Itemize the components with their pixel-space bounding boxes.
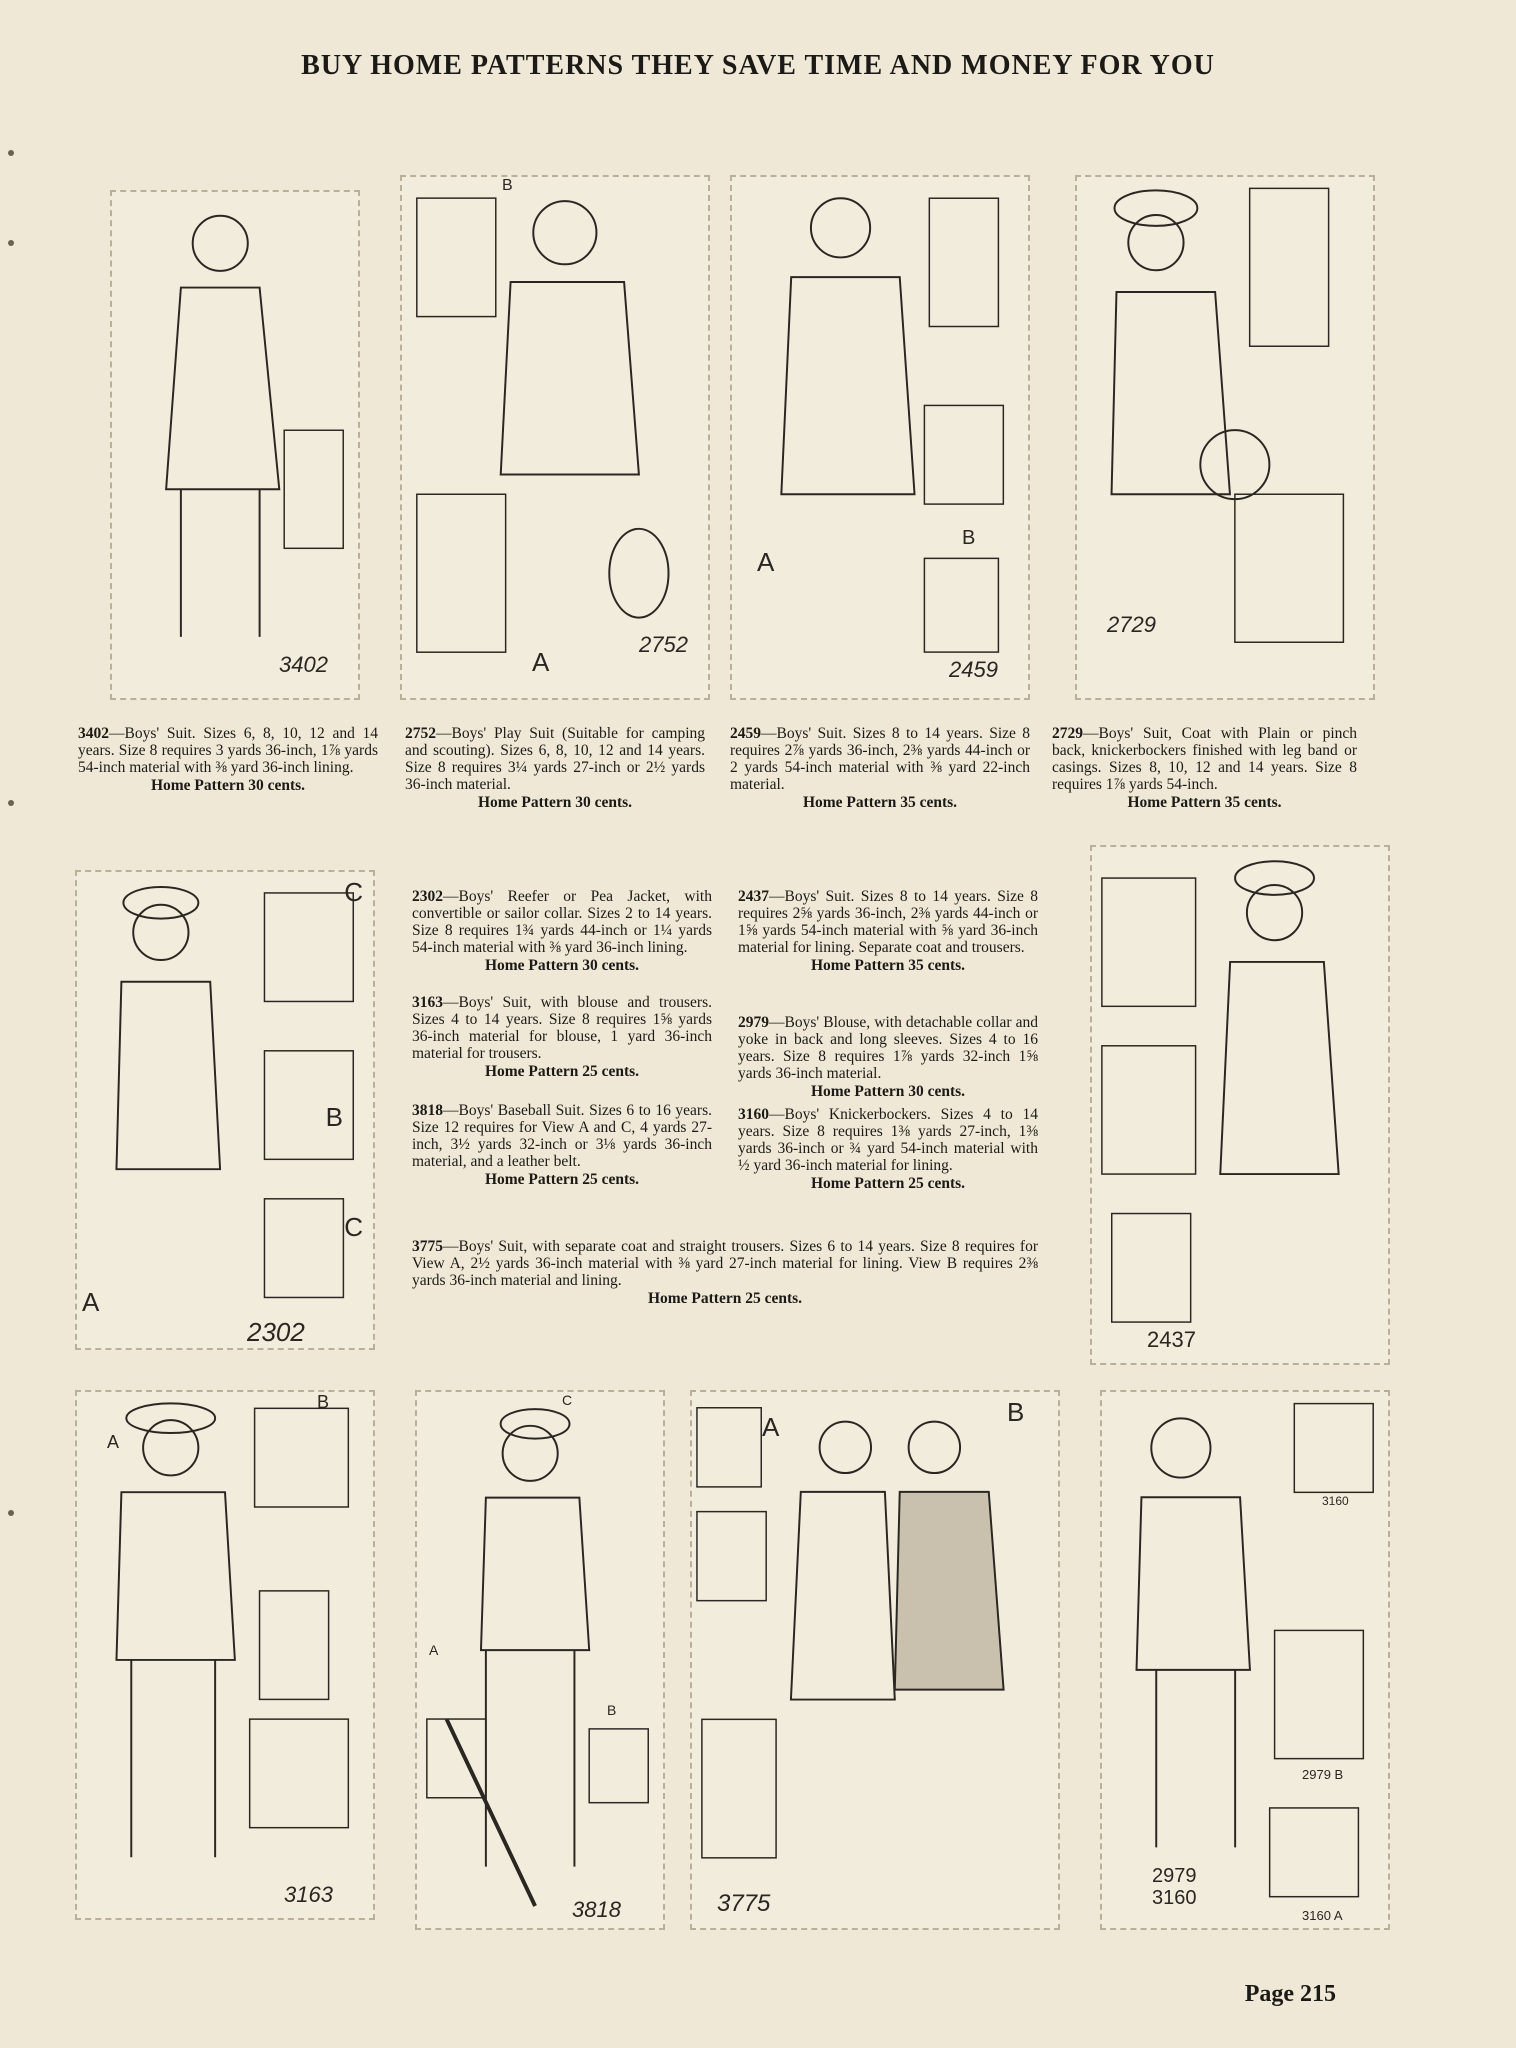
- illustration-2302: [75, 870, 375, 1350]
- description-2459: 2459—Boys' Suit. Sizes 8 to 14 years. Size 8 requires 2⅞ yards 36-inch, 2⅜ yards 44-inch or 2 yards 54-inch material with ⅜ yard 22-inch material. Home Pattern 35 cents.: [730, 725, 1030, 811]
- description-2752: 2752—Boys' Play Suit (Suitable for camping and scouting). Sizes 6, 8, 10, 12 and 14 years. Size 8 requires 3¼ yards 27-inch or 2½ yards 36-inch material. Home Pattern 30 cents.: [405, 725, 705, 811]
- figure-number: 2459: [949, 657, 998, 682]
- figure-number: 2752: [639, 632, 688, 657]
- figure-number: 3160: [1152, 1887, 1197, 1909]
- margin-dot: [8, 1510, 14, 1516]
- illustration-3402: [110, 190, 360, 700]
- boy-play-suit-drawing: [402, 177, 708, 698]
- illustration-2979-3160: [1100, 1390, 1390, 1930]
- view-letter: A: [762, 1412, 780, 1442]
- description-3163: 3163—Boys' Suit, with blouse and trousers. Sizes 4 to 14 years. Size 8 requires 1⅝ yards 36-inch material for blouse, 1 yard 36-inch material for trousers. Home Pattern 25 cents.: [412, 994, 712, 1080]
- figure-number: 2729: [1107, 612, 1156, 637]
- figure-number: 3163: [284, 1882, 333, 1907]
- margin-dot: [8, 800, 14, 806]
- illustration-3775: [690, 1390, 1060, 1930]
- illustration-2729: [1075, 175, 1375, 700]
- figure-label: 2979 B: [1302, 1767, 1344, 1782]
- figure-number: 2437: [1147, 1327, 1196, 1352]
- description-3160: 3160—Boys' Knickerbockers. Sizes 4 to 14 years. Size 8 requires 1⅜ yards 27-inch, 1⅜ yards 36-inch or ¾ yard 54-inch material with ½ yard 36-inch material for lining. Home Pattern 25 cents.: [738, 1106, 1038, 1192]
- figure-number: 2979: [1152, 1865, 1197, 1887]
- view-letter: A: [532, 647, 550, 677]
- page-header: BUY HOME PATTERNS THEY SAVE TIME AND MONEY FOR YOU: [301, 50, 1215, 81]
- description-3818: 3818—Boys' Baseball Suit. Sizes 6 to 16 years. Size 12 requires for View A and C, 4 yards 27-inch, 3½ yards 32-inch or 3⅛ yards 36-inch material, and a leather belt. Home Pattern 25 cents.: [412, 1102, 712, 1188]
- view-letter: B: [1007, 1397, 1025, 1427]
- view-letter: B: [325, 1102, 343, 1132]
- boy-suit-2437-drawing: [1092, 847, 1388, 1363]
- figure-number: 3402: [279, 652, 328, 677]
- view-letter: C: [344, 877, 363, 907]
- description-3402: 3402—Boys' Suit. Sizes 6, 8, 10, 12 and 14 years. Size 8 requires 3 yards 36-inch, 1⅞ yards 54-inch material with ⅜ yard 36-inch lining. Home Pattern 30 cents.: [78, 725, 378, 794]
- view-letter: B: [317, 1392, 330, 1412]
- view-letter: C: [562, 1392, 573, 1408]
- boy-baseball-suit-drawing: [417, 1392, 663, 1928]
- description-2729: 2729—Boys' Suit, Coat with Plain or pinch back, knickerbockers finished with leg band or casings. Sizes 8, 10, 12 and 14 years. Size 8 requires 1⅞ yards 54-inch. Home Pattern 35 cents.: [1052, 725, 1357, 811]
- illustration-2752: [400, 175, 710, 700]
- boy-suit-drawing: [112, 192, 358, 698]
- figure-label: 3160 A: [1302, 1908, 1343, 1923]
- boy-blouse-knickers-drawing: [1102, 1392, 1388, 1928]
- view-letter: A: [82, 1287, 100, 1317]
- illustration-2437: [1090, 845, 1390, 1365]
- view-letter: B: [607, 1702, 617, 1718]
- boys-suits-pair-drawing: [692, 1392, 1058, 1928]
- figure-number: 2302: [247, 1317, 305, 1347]
- illustration-3818: [415, 1390, 665, 1930]
- view-letter: A: [107, 1432, 120, 1452]
- illustration-3163: [75, 1390, 375, 1920]
- view-letter: B: [962, 527, 976, 549]
- figure-number: 3775: [717, 1890, 771, 1917]
- margin-dot: [8, 240, 14, 246]
- description-2979: 2979—Boys' Blouse, with detachable collar and yoke in back and long sleeves. Sizes 4 to 16 years. Size 8 requires 1⅞ yards 32-inch 1⅝ yards 36-inch material. Home Pattern 30 cents.: [738, 1014, 1038, 1100]
- view-letter: C: [344, 1212, 363, 1242]
- description-3775: 3775—Boys' Suit, with separate coat and straight trousers. Sizes 6 to 14 years. Size 8 requires for View A, 2½ yards 36-inch material with ⅜ yard 27-inch material for lining. View B requires 2⅜ yards 36-inch material and lining. Home Pattern 25 cents.: [412, 1238, 1038, 1307]
- figure-label: 3160: [1322, 1494, 1349, 1508]
- view-letter: B: [502, 177, 513, 194]
- description-2302: 2302—Boys' Reefer or Pea Jacket, with convertible or sailor collar. Sizes 2 to 14 years. Size 8 requires 1¾ yards 44-inch or 1¼ yards 54-inch material with ⅜ yard 36-inch lining. Home Pattern 30 cents.: [412, 888, 712, 974]
- boy-blouse-trousers-drawing: [77, 1392, 373, 1918]
- figure-number: 3818: [572, 1897, 621, 1922]
- view-letter: A: [429, 1642, 439, 1658]
- page-number: Page 215: [1244, 1981, 1336, 2007]
- view-letter: A: [757, 547, 775, 577]
- description-2437: 2437—Boys' Suit. Sizes 8 to 14 years. Size 8 requires 2⅝ yards 36-inch, 2⅜ yards 44-inch or 1⅝ yards 54-inch material with ⅝ yard 36-inch material for lining. Separate coat and trousers. Home Pattern 35 cents.: [738, 888, 1038, 974]
- illustration-2459: [730, 175, 1030, 700]
- margin-dot: [8, 150, 14, 156]
- boy-suit-2459-drawing: [732, 177, 1028, 698]
